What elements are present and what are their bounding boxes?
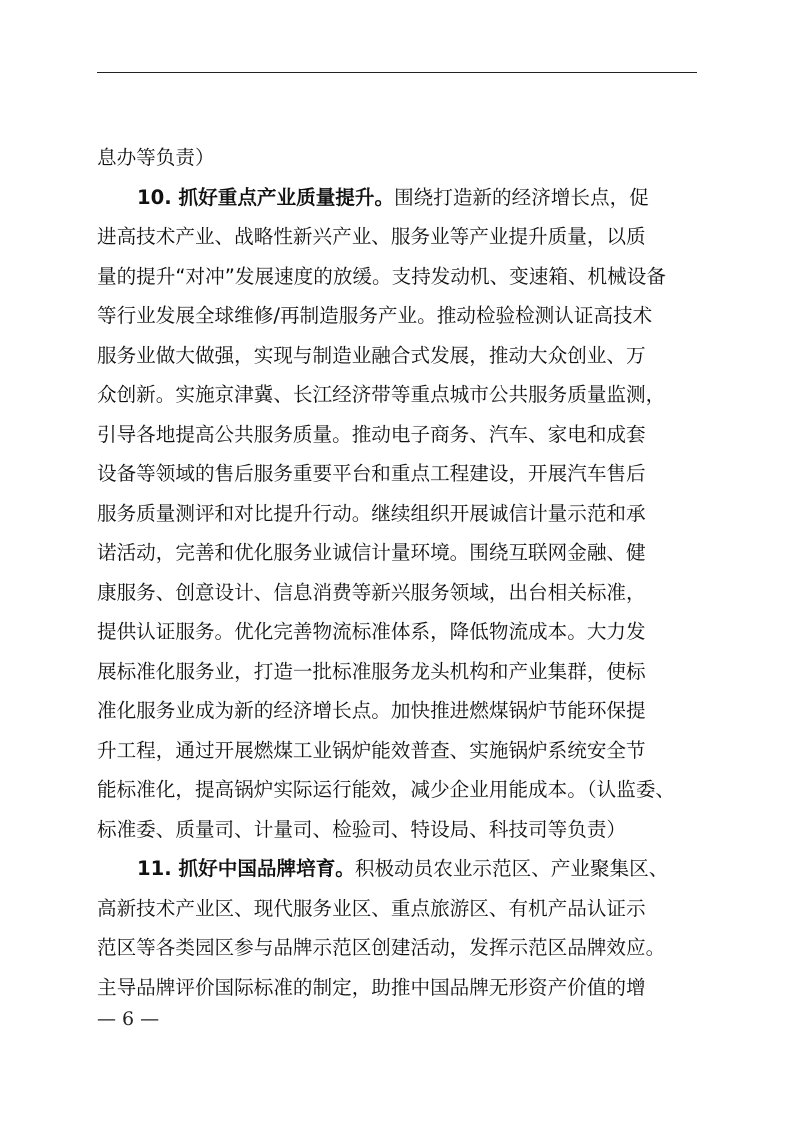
body-line: 设备等领域的售后服务重要平台和重点工程建设，开展汽车售后 bbox=[97, 462, 646, 485]
body-line: 量的提升“对冲”发展速度的放缓。支持发动机、变速箱、机械设备 bbox=[97, 264, 666, 288]
body-line: 高新技术产业区、现代服务业区、重点旅游区、有机产品认证示 bbox=[97, 896, 646, 920]
body-line: 服务业做大做强，实现与制造业融合式发展，推动大众创业、万 bbox=[97, 343, 646, 367]
section-11-first-text: 积极动员农业示范区、产业聚集区、 bbox=[354, 857, 669, 880]
body-line: 进高技术产业、战略性新兴产业、服务业等产业提升质量，以质 bbox=[97, 225, 646, 248]
body-line: 服务质量测评和对比提升行动。继续组织开展诚信计量示范和承 bbox=[97, 501, 646, 525]
document-body bbox=[97, 138, 697, 1007]
page-number: — 6 — bbox=[97, 1008, 160, 1030]
section-heading-10: 10. 抓好重点产业质量提升。 bbox=[137, 185, 395, 209]
body-line: 展标准化服务业，打造一批标准服务龙头机构和产业集群，使标 bbox=[97, 659, 646, 683]
body-line: 提供认证服务。优化完善物流标准体系，降低物流成本。大力发 bbox=[97, 620, 646, 643]
body-line: 主导品牌评价国际标准的制定，助推中国品牌无形资产价值的增 bbox=[97, 975, 646, 999]
body-line: 等行业发展全球维修/再制造服务产业。推动检验检测认证高技术 bbox=[97, 304, 653, 327]
body-line: 息办等负责） bbox=[97, 146, 215, 169]
header-rule bbox=[97, 72, 697, 73]
body-line: 众创新。实施京津冀、长江经济带等重点城市公共服务质量监测， bbox=[97, 383, 666, 406]
body-line: 康服务、创意设计、信息消费等新兴服务领域，出台相关标准， bbox=[97, 580, 646, 604]
body-line: 诺活动，完善和优化服务业诚信计量环境。围绕互联网金融、健 bbox=[97, 541, 646, 564]
section-11-first-line bbox=[97, 849, 697, 889]
section-10-first-text: 围绕打造新的经济增长点，促 bbox=[394, 185, 649, 209]
body-line: 能标准化，提高锅炉实际运行能效，减少企业用能成本。（认监委、 bbox=[97, 778, 676, 801]
section-heading-11: 11. 抓好中国品牌培育。 bbox=[137, 857, 355, 880]
body-line: 范区等各类园区参与品牌示范区创建活动，发挥示范区品牌效应。 bbox=[97, 936, 666, 959]
body-line: 准化服务业成为新的经济增长点。加快推进燃煤锅炉节能环保提 bbox=[97, 699, 646, 722]
body-line: 引导各地提高公共服务质量。推动电子商务、汽车、家电和成套 bbox=[97, 422, 646, 446]
body-line: 升工程，通过开展燃煤工业锅炉能效普查、实施锅炉系统安全节 bbox=[97, 738, 646, 762]
section-10-first-line bbox=[97, 178, 697, 218]
body-line: 标准委、质量司、计量司、检验司、特设局、科技司等负责） bbox=[97, 817, 627, 841]
